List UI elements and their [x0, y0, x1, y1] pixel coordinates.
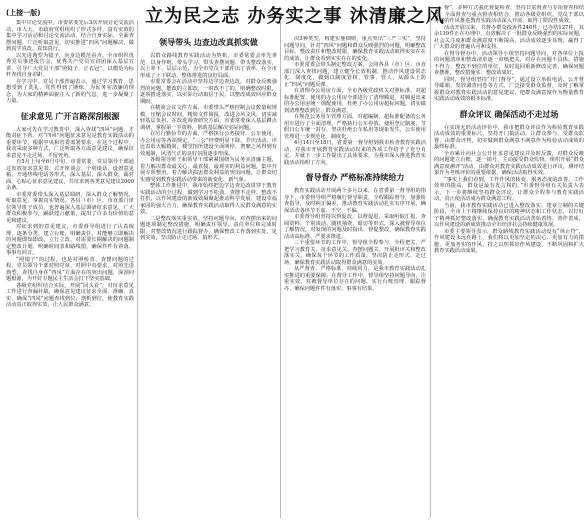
paragraph: “事实上我们看到，工作作风的转变、服务态度的改善、工作效率的提高，群众是最有发言权的。”市委督导组有关负责人表示，下一步将继续坚持群众评议，让群众全程参与教育实践活动，真正使活动成为群众满意工程。: [434, 176, 584, 202]
section-heading: 领导带头 边查边改真抓实做: [159, 38, 258, 47]
paragraph: 全市累计向社会公开征求意见建议并及时反馈，对群众反映的问题建立台账，逐一销号，主动接受群众监督。组织开展“群众满意度测评”活动，由群众对教育实践活动成效进行评议，测评结果作为考核评价的重要依据，确保活动取得实效。: [434, 150, 584, 176]
paragraph: 二是整改落实重实效。坚持问题导向，对查摆出来的问题逐项制定整改措施，明确责任领导、责任单位和完成时限，对整改情况进行跟踪督办，确保整改工作落到实处、见到实效，坚决防止走过场、搞形式。: [140, 215, 277, 241]
paragraph: 市委常委带头深入基层调研，深入群众了解情况，听取意见，掌握真实情况。各县（市）区、市直部门单位领导班子成员，也普遍深入基层调研征求意见，广大群众积极参与，踊跃建言献策，提出了许多有价值的意见和建议。: [6, 191, 134, 224]
section-heading: 群众评议 确保活动不走过场: [459, 109, 559, 119]
paragraph: “照镜子”的过程，也是对照检查、查摆问题的过程。党员领导干部对照党章，对照中央要求，对照先进典型，查找自身在“四风”方面存在的突出问题，深刮问题根源，为开好专题民主生活会打下坚实基础。: [6, 256, 134, 282]
paragraph: 督”，多种方式强化督促检查，坚持日常督查与专项督查相结合，全面督查与重点督查相结合，推动各级党组织、党员干部以务实的作风推进教育实践活动深入开展，取得了阶段性成效。: [434, 5, 584, 24]
column-divider: [430, 8, 431, 518]
paragraph: 各级领导班子和领导干部紧紧围绕为民务实清廉主题，着力解决群众最关心、最直接、最现实的利益问题，集中开展专项整治，着力解决损害群众利益的突出问题，让群众切实感受到教育实践活动带来的新变化、新气象。: [140, 157, 277, 183]
column-1: [6, 20, 134, 520]
paragraph: 教育实践活动开展两个多月以来，在省委第一督导组的指导下，市委督导组严格履行督导职责，全程跟踪督导，加强检查指导，及时纠正偏差，推动教育实践活动扎实有序开展，确保活动各环节不虚、不空、不偏。: [284, 188, 426, 214]
paragraph: 以群众路线教育实践活动为契机，市委常委会率先垂范、以身作则，带头学习、带头查摆问题、带头整改落实，以上率下，层层示范，为全市党员干部作出了表率，在全市形成了上下联动、整体推进的良好局面。: [140, 53, 277, 79]
section-heading: 征求意见 广开言路深刮根源: [20, 111, 120, 121]
paragraph: 大家可先在学习教育中，深入查找“四风”问题，才能对症下药，对“四风”问题征求意见是教育实践活动的重要环节，根据中央和省委部署要求，在这个过程中，我市采取多种方式，广泛听取各方面意见建议，确保征求意见不走过场、不留死角。: [6, 126, 134, 159]
column-4: [434, 5, 584, 520]
paragraph: 在规范公务用车管理方面，对超编制、超标准配备的公务用车进行了全面清理，严格执行公车停放、使用登记制度，节假日公车统一封存，坚决杜绝公车私用等现象发生，公车使用管理进一步规范化、制度化。: [284, 114, 426, 140]
continuation-label: (上接一版): [6, 9, 41, 17]
paragraph: 当前，我市教育实践活动已进入整改落实、建章立制的关键阶段，全市上下将继续保持良好的精神状态和工作状态，以钉钉子精神抓好整改落实，确保教育实践活动善始善终、善作善成，以作风建设的新成效推动全市经济社会持续健康发展。: [434, 202, 584, 228]
paragraph: 市委主要领导表示，群众路线教育实践活动没有“休止符”，作风建设永远在路上，我们将以更加坚定的决心、更加有力的措施、更加务实的作风，持之以恒抓好作风建设，不断巩固和扩大教育实践活动成果。: [434, 228, 584, 254]
paragraph: 在精简会议文件方面，市委带头严格控制会议数量和规模，压缩会议时间，精简文件简报，改进会风文风，切实减轻基层负担。在改进调查研究方面，市委常委深入基层蹲点调研，掌握第一手资料，帮助基层解决实际问题。: [140, 105, 277, 131]
paragraph: 市委督导组坚持以督促改、以督促进，采取听取汇报、查阅资料、个别谈话、随机抽查、暗访等形式，深入被督导单位了解情况，对发现的问题及时指出、督促整改，确保教育实践活动高标准、严要求推进。: [284, 214, 426, 240]
paragraph: 在督导督办中，活动领导小组坚持问题导向，对各单位上报的问题清单和整改清单逐一审核把关，对存在问题不具体、措施不得力、整改不到位的单位，及时退回重新修改完善，确保问题查摆准、整改措施实、整改效果好。: [434, 50, 584, 76]
column-3: [284, 36, 426, 520]
paragraph: 活动开展以来，共督办群众投诉件246件，已办结127件，其余119件正在办理中，有效解决了一批群众反映强烈的实际问题，社会关注度和群众满意度不断提高，活动成效逐步显现，赢得了广大群众的普遍认可和支持。: [434, 24, 584, 50]
paragraph: 同时，督导组坚持“开门督导”，通过设立举报电话、公开督导邮箱、发放调查问卷等方式，广泛接受群众监督，及时了解掌握群众对教育实践活动的意见建议，把群众满意度作为衡量教育实践活动成效的根本标准。: [434, 76, 584, 102]
paragraph: 在厉行勤俭节约方面，严格执行公务接待、公车使用、办公用房等各项规定，“三公”经费明显下降，节庆活动、评比表彰大幅精简，楼堂馆所建设全面叫停，奢靡之风得到有效遏制，风清气正的良好氛围逐步形成。: [140, 131, 277, 157]
paragraph: 以先进典型为镜子，向身边模范看齐。全市组织优秀党员事迹报告会，优秀共产党员宣讲团深入基层宣讲，引导广大党员干部“照镜子、正衣冠”，以模范为标杆查找自身差距。: [6, 52, 134, 78]
paragraph: 市委常委会在活动中坚持边学边查边改，对群众反映强烈的问题，能改的立即改，一时改不了的，明确整改时限，逐项推进落实，以实际行动取信于民，以整改成效回应群众期盼。: [140, 79, 277, 105]
paragraph: 在实现无形活动评价中，我市把群众评议作为检验教育实践活动成效的重要标尺，坚持开门搞活动，让群众参与、受群众监督、由群众评判，切实做到群众满意不满意作为检验活动成效的最终标准。: [434, 124, 584, 150]
page-title: 立为民之志 办务实之事 沐清廉之风: [145, 6, 445, 27]
paragraph: 对征求到的意见建议，市委督导组进行了认真梳理，逐条分类，建立台账，明确责任，对能够立即解决的问题即知即改、立行立改，对需要长期解决的问题制定整改计划，明确时间表和路线图，确保件件有着落、事事有回音。: [6, 224, 134, 256]
paragraph: 整体工作推进中，我市始终把边学边查边改贯穿于教育实践活动的全过程，做到学习不松劲、查摆不走样、整改不打折，以作风建设的新成效凝聚起推动科学发展、建设幸福家园的强大合力，确保教育实践活动取得人民群众满意的实效。: [140, 183, 277, 215]
paragraph: 在清理办公用房方面，全市各级党政机关对照标准，对超标准配置、使用的办公用房全部进行了清理腾退，对腾退出来的办公用房统一调配使用，杜绝了办公用房超标问题，切实做到清理整改到位、群众满意。: [284, 88, 426, 114]
column-divider: [137, 20, 138, 518]
paragraph: 在学习中，党员干部普遍表示，通过学习教育，思想受到了洗礼，党性得到了锤炼，为民务实清廉的理念，为大家的精神面貌注入了新的气息，进一步凝聚了力量。: [6, 78, 134, 104]
section-heading: 督导督办 严格标准持续给力: [305, 173, 405, 182]
paragraph: 自5月上旬至6月中旬，市委常委、党员领导干部通过发放征求意见表、召开座谈会、个别谈话、设置意见箱、开通热线电话等形式，深入基层、深入群众，面对面、心贴心征求意见建议，共征求到各类意见建议2000余条。: [6, 159, 134, 191]
paragraph: 市委常委会带头制定整改方案，会同各县（市）区、市直部门深入查找问题，建立健全长效机制，推动作风建设常态化、制度化，做到以制度管权、管事、管人，从源头上防止“四风”问题反弹。: [284, 62, 426, 88]
paragraph: 三个重要环节的工作中，督导组全程参与、全程把关，严把学习教育关、征求意见关、查摆问题关、开展批评关和整改落实关，确保每个环节的工作质量，坚决防止走形式、走过场，确保教育实践活动取得群众满意的实效。: [284, 240, 426, 266]
paragraph: 从严督查、严格标准、持续用力，是我市教育实践活动扎实推进的重要保障。在督导工作中，督导组坚持问题导向，注重实效，对被督导单位存在的问题，实行台账管理、跟踪督办，确保问题件件有落实、事事有结果。: [284, 266, 426, 292]
paragraph: 4月14日至18日，省委第一督导组到我市检查教育实践活动，对我市开展教育实践活动以来的各项工作给予了充分肯定，并就下一步工作提出了具体要求，为我市深入推进教育实践活动指明了方向。: [284, 140, 426, 166]
column-divider: [280, 20, 281, 518]
paragraph: 各级党组织结合实际，开展“回头看”，对征求意见工作进行查漏补缺，确保意见建议征求全面、准确、真实，确保“四风”问题查找到位、剖析到位，使教育实践活动真正取得实效，让人民群众满意。: [6, 282, 134, 308]
column-2: [140, 36, 277, 520]
paragraph: 决3种类型，构建实施细则，重点突出“三严三实”，坚持问题导向，针对“四风”问题和群众反映强烈的问题，明确整改目标、整改责任和整改时限，确保教育实践活动取得实实在在的成效，让群众看到实实在在的变化。: [284, 36, 426, 62]
paragraph: 集中甘论交流中，市委常委先后3次开展讨论交流活动，市人大、市政府党组组织了形式多样、富有实效的集中学习活动和讨论交流活动，结合自身实际，全面查摆问题，广泛听取意见，切实推进“四风”问题解决，做到真学真改、真知真行。: [6, 20, 134, 52]
